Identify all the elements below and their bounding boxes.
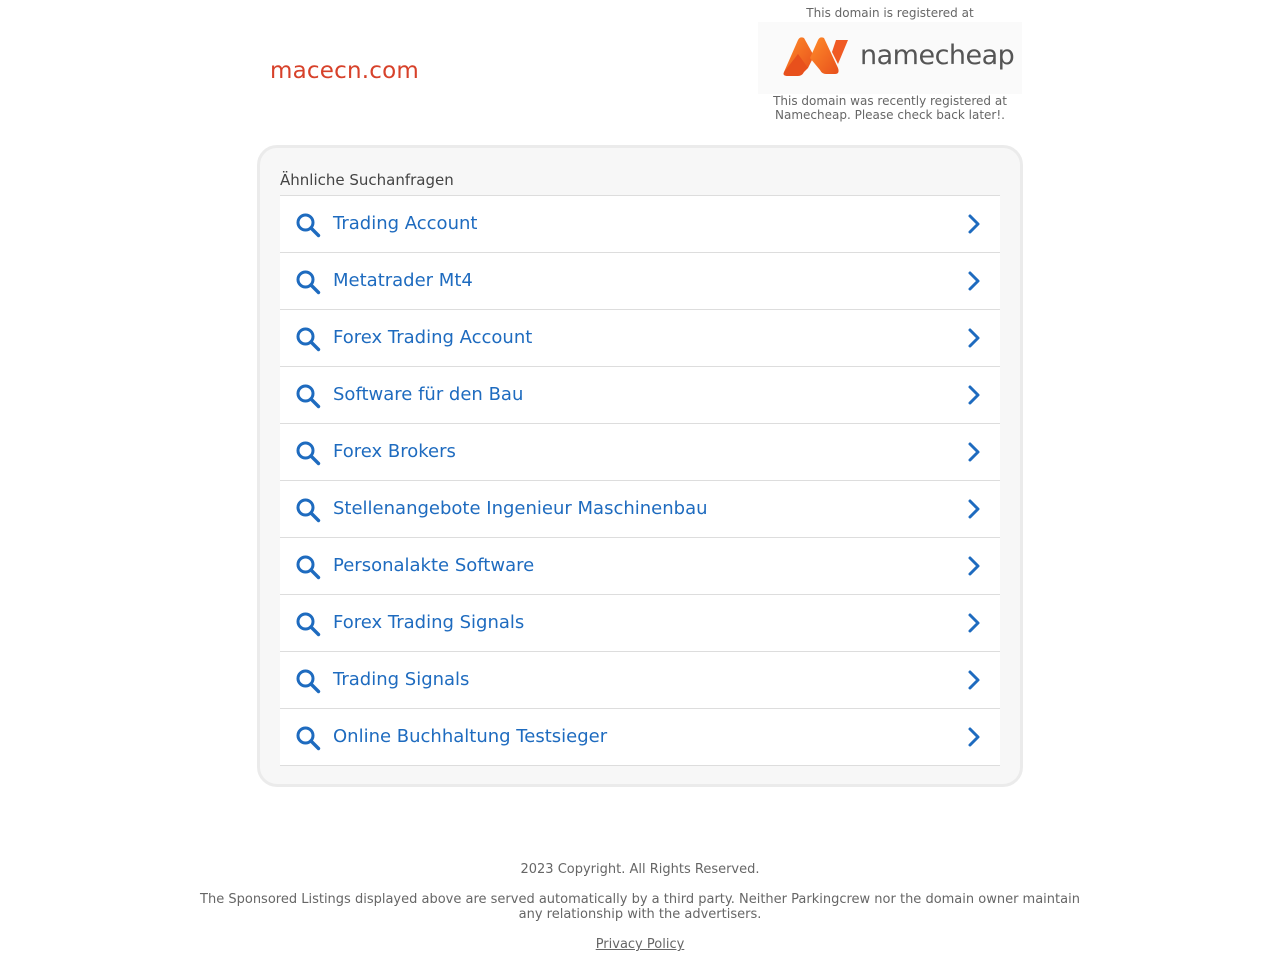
chevron-right-icon [966, 213, 982, 235]
search-icon [295, 497, 321, 523]
related-search-label: Software für den Bau [333, 384, 524, 405]
search-icon [295, 326, 321, 352]
chevron-right-icon [966, 612, 982, 634]
footer [0, 862, 1280, 952]
chevron-right-icon [966, 669, 982, 691]
search-icon [295, 440, 321, 466]
related-search-item[interactable] [280, 595, 1000, 652]
related-search-item[interactable] [280, 709, 1000, 766]
chevron-right-icon [966, 384, 982, 406]
search-icon [295, 269, 321, 295]
disclaimer-text: The Sponsored Listings displayed above are served automatically by a third party. Neither Parkingcrew nor the domain owner maintain any relationship with the advertisers. [200, 892, 1080, 922]
chevron-right-icon [966, 498, 982, 520]
related-search-item[interactable] [280, 538, 1000, 595]
copyright-text: 2023 Copyright. All Rights Reserved. [520, 862, 760, 877]
search-icon [295, 668, 321, 694]
domain-name: macecn.com [270, 58, 419, 84]
related-searches-list [280, 195, 1000, 766]
search-icon [295, 383, 321, 409]
related-search-label: Personalakte Software [333, 555, 535, 576]
related-search-label: Trading Account [333, 213, 478, 234]
related-search-item[interactable] [280, 481, 1000, 538]
registrar-caption: This domain is registered at [806, 6, 974, 20]
related-search-item[interactable] [280, 310, 1000, 367]
related-search-item[interactable] [280, 253, 1000, 310]
related-search-label: Trading Signals [333, 669, 470, 690]
related-search-label: Metatrader Mt4 [333, 270, 473, 291]
related-search-item[interactable] [280, 196, 1000, 253]
related-search-label: Online Buchhaltung Testsieger [333, 726, 608, 747]
registrar-message: This domain was recently registered at Namecheap. Please check back later!. [773, 94, 1007, 122]
namecheap-mark-icon [780, 34, 852, 78]
privacy-policy-link[interactable]: Privacy Policy [595, 937, 685, 952]
related-search-label: Forex Trading Signals [333, 612, 525, 633]
namecheap-wordmark: namecheap [860, 40, 1015, 71]
chevron-right-icon [966, 327, 982, 349]
search-icon [295, 554, 321, 580]
related-searches-card [257, 145, 1023, 787]
related-search-item[interactable] [280, 652, 1000, 709]
related-search-item[interactable] [280, 424, 1000, 481]
namecheap-logo[interactable] [758, 22, 1022, 94]
related-search-label: Forex Trading Account [333, 327, 533, 348]
related-search-item[interactable] [280, 367, 1000, 424]
search-icon [295, 212, 321, 238]
search-icon [295, 611, 321, 637]
registrar-box [758, 0, 1022, 122]
related-search-label: Stellenangebote Ingenieur Maschinenbau [333, 498, 708, 519]
related-searches-title: Ähnliche Suchanfragen [280, 171, 454, 189]
related-search-label: Forex Brokers [333, 441, 456, 462]
chevron-right-icon [966, 555, 982, 577]
chevron-right-icon [966, 441, 982, 463]
search-icon [295, 725, 321, 751]
chevron-right-icon [966, 270, 982, 292]
chevron-right-icon [966, 726, 982, 748]
